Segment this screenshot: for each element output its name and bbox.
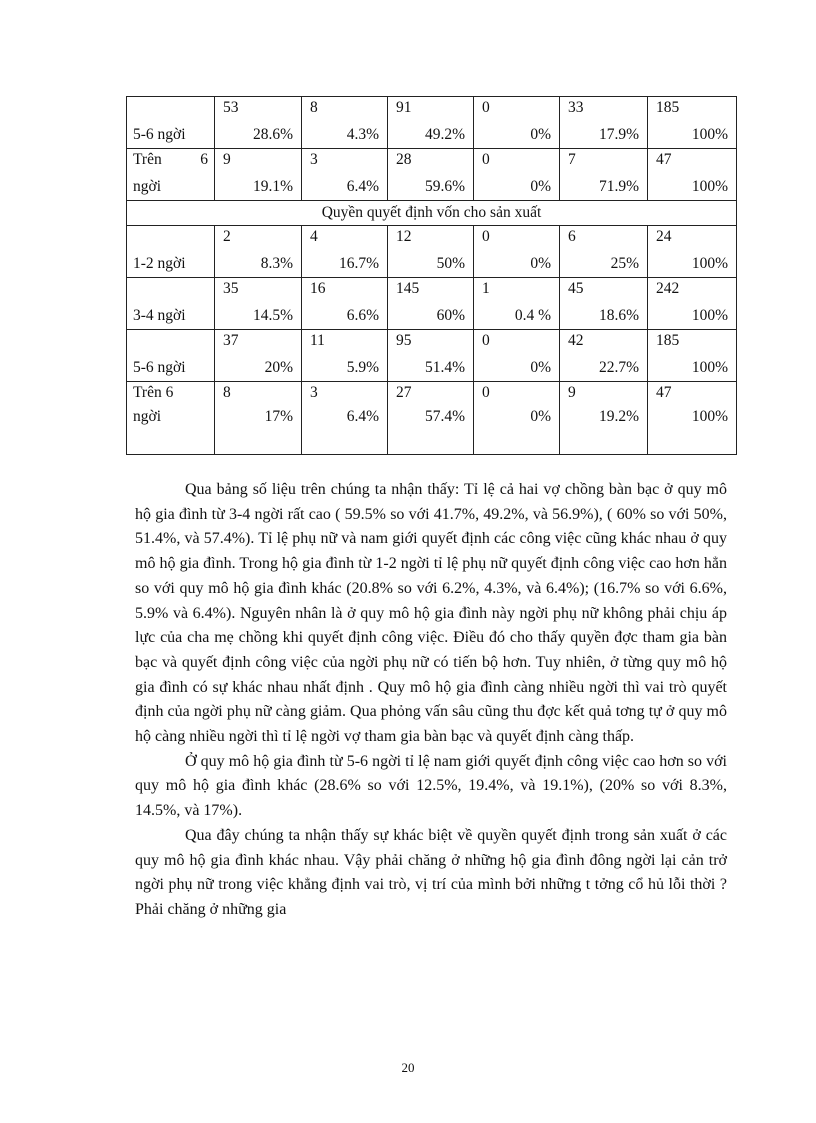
count-value: 242	[656, 280, 680, 297]
percent-value: 60%	[436, 307, 465, 324]
percent-value: 6.6%	[346, 307, 379, 324]
count-value: 0	[482, 228, 490, 245]
count-value: 0	[482, 384, 490, 401]
count-value: 12	[396, 228, 412, 245]
count-value: 7	[568, 151, 576, 168]
count-value: 95	[396, 332, 412, 349]
percent-value: 100%	[691, 178, 728, 195]
count-value: 28	[396, 151, 412, 168]
count-value: 91	[396, 99, 412, 116]
percent-value: 18.6%	[598, 307, 639, 324]
percent-value: 25%	[610, 255, 639, 272]
table-row	[127, 278, 737, 330]
percent-value: 6.4%	[346, 178, 379, 195]
count-value: 145	[396, 280, 420, 297]
count-value: 0	[482, 99, 490, 116]
percent-value: 57.4%	[424, 408, 465, 425]
paragraph: Ở quy mô hộ gia đình từ 5-6 ngời tỉ lệ nam giới quyết định công việc cao hơn so với quy mô hộ gia đình khác (28.6% so với 12.5%, 19.4%, và 19.1%), (20% so với 8.3%, 14.5%, và 17%).	[135, 752, 727, 820]
percent-value: 19.1%	[252, 178, 293, 195]
statistics-table	[126, 96, 737, 455]
count-value: 24	[656, 228, 672, 245]
page-number: 20	[401, 1060, 415, 1075]
count-value: 35	[223, 280, 239, 297]
percent-value: 4.3%	[346, 126, 379, 143]
row-label: ngời	[133, 408, 162, 425]
row-label: ngời	[133, 178, 162, 195]
percent-value: 16.7%	[338, 255, 379, 272]
percent-value: 100%	[691, 307, 728, 324]
percent-value: 20%	[264, 359, 293, 376]
count-value: 0	[482, 151, 490, 168]
count-value: 11	[310, 332, 325, 349]
row-label: Trên 6	[133, 384, 174, 401]
count-value: 3	[310, 384, 318, 401]
paragraph: Qua đây chúng ta nhận thấy sự khác biệt về quyền quyết định trong sản xuất ở các quy mô hộ gia đình khác nhau. Vậy phải chăng ở những hộ gia đình đông ngời lại cản trở ngời phụ nữ trong việc khẳng định vai trò, vị trí của mình bởi những t tởng cổ hủ lỗi thời ? Phải chăng ở những gia	[135, 826, 727, 918]
percent-value: 50%	[436, 255, 465, 272]
percent-value: 100%	[691, 255, 728, 272]
percent-value: 59.6%	[424, 178, 465, 195]
percent-value: 8.3%	[260, 255, 293, 272]
paragraph: Qua bảng số liệu trên chúng ta nhận thấy: Tỉ lệ cả hai vợ chồng bàn bạc ở quy mô hộ gia đình từ 3-4 ngời rất cao ( 59.5% so với 41.7%, 49.2%, và 56.9%), ( 60% so với 50%, 51.4%, và 57.4%). Tỉ lệ phụ nữ và nam giới quyết định các công việc cũng khác nhau ở quy mô hộ gia đình. Trong hộ gia đình từ 1-2 ngời tỉ lệ phụ nữ quyết định công việc cao hơn hẳn so với quy mô hộ gia đình khác (20.8% so với 6.2%, 4.3%, và 6.4%); (16.7% so với 6.6%, 5.9% và 6.4%). Nguyên nhân là ở quy mô hộ gia đình này ngời phụ nữ không phải chịu áp lực của cha mẹ chồng khi quyết định công việc. Điều đó cho thấy quyền đợc tham gia bàn bạc và quyết định công việc của ngời phụ nữ có tiến bộ hơn. Tuy nhiên, ở từng quy mô hộ gia đình có sự khác nhau nhất định . Quy mô hộ gia đình càng nhiều ngời thì vai trò quyết định của ngời phụ nữ càng giảm. Qua phỏng vấn sâu cũng thu đợc kết quả tơng tự ở quy mô hộ càng nhiều ngời thì tỉ lệ ngời vợ tham gia bàn bạc và quyết định càng thấp.	[135, 481, 727, 746]
row-label: 6	[200, 151, 208, 168]
percent-value: 100%	[691, 126, 728, 143]
count-value: 185	[656, 99, 680, 116]
row-label: 5-6 ngời	[133, 126, 186, 143]
percent-value: 0%	[530, 126, 551, 143]
table-row	[127, 97, 737, 149]
count-value: 185	[656, 332, 680, 349]
table-row	[127, 149, 737, 201]
count-value: 45	[568, 280, 584, 297]
count-value: 8	[310, 99, 318, 116]
count-value: 53	[223, 99, 239, 116]
count-value: 0	[482, 332, 490, 349]
row-label: Trên	[133, 151, 162, 168]
percent-value: 17%	[264, 408, 293, 425]
percent-value: 22.7%	[598, 359, 639, 376]
body-text	[135, 478, 727, 923]
count-value: 33	[568, 99, 584, 116]
percent-value: 17.9%	[598, 126, 639, 143]
percent-value: 0%	[530, 255, 551, 272]
percent-value: 100%	[691, 359, 728, 376]
count-value: 37	[223, 332, 239, 349]
percent-value: 0%	[530, 408, 551, 425]
row-label: 5-6 ngời	[133, 359, 186, 376]
percent-value: 14.5%	[252, 307, 293, 324]
table-row	[127, 330, 737, 382]
count-value: 47	[656, 384, 672, 401]
table-row	[127, 382, 737, 455]
count-value: 8	[223, 384, 231, 401]
row-label: 1-2 ngời	[133, 255, 186, 272]
count-value: 6	[568, 228, 576, 245]
count-value: 3	[310, 151, 318, 168]
percent-value: 0%	[530, 359, 551, 376]
count-value: 42	[568, 332, 584, 349]
percent-value: 71.9%	[598, 178, 639, 195]
percent-value: 49.2%	[424, 126, 465, 143]
count-value: 47	[656, 151, 672, 168]
percent-value: 0.4 %	[514, 307, 551, 324]
percent-value: 51.4%	[424, 359, 465, 376]
percent-value: 19.2%	[598, 408, 639, 425]
percent-value: 5.9%	[346, 359, 379, 376]
count-value: 9	[568, 384, 576, 401]
percent-value: 6.4%	[346, 408, 379, 425]
count-value: 2	[223, 228, 231, 245]
table-row	[127, 226, 737, 278]
percent-value: 28.6%	[252, 126, 293, 143]
count-value: 4	[310, 228, 318, 245]
section-title: Quyền quyết định vốn cho sản xuất	[321, 204, 542, 221]
count-value: 1	[482, 280, 490, 297]
count-value: 16	[310, 280, 326, 297]
percent-value: 0%	[530, 178, 551, 195]
percent-value: 100%	[691, 408, 728, 425]
count-value: 9	[223, 151, 231, 168]
row-label: 3-4 ngời	[133, 307, 186, 324]
table-section-row	[127, 201, 737, 226]
count-value: 27	[396, 384, 412, 401]
